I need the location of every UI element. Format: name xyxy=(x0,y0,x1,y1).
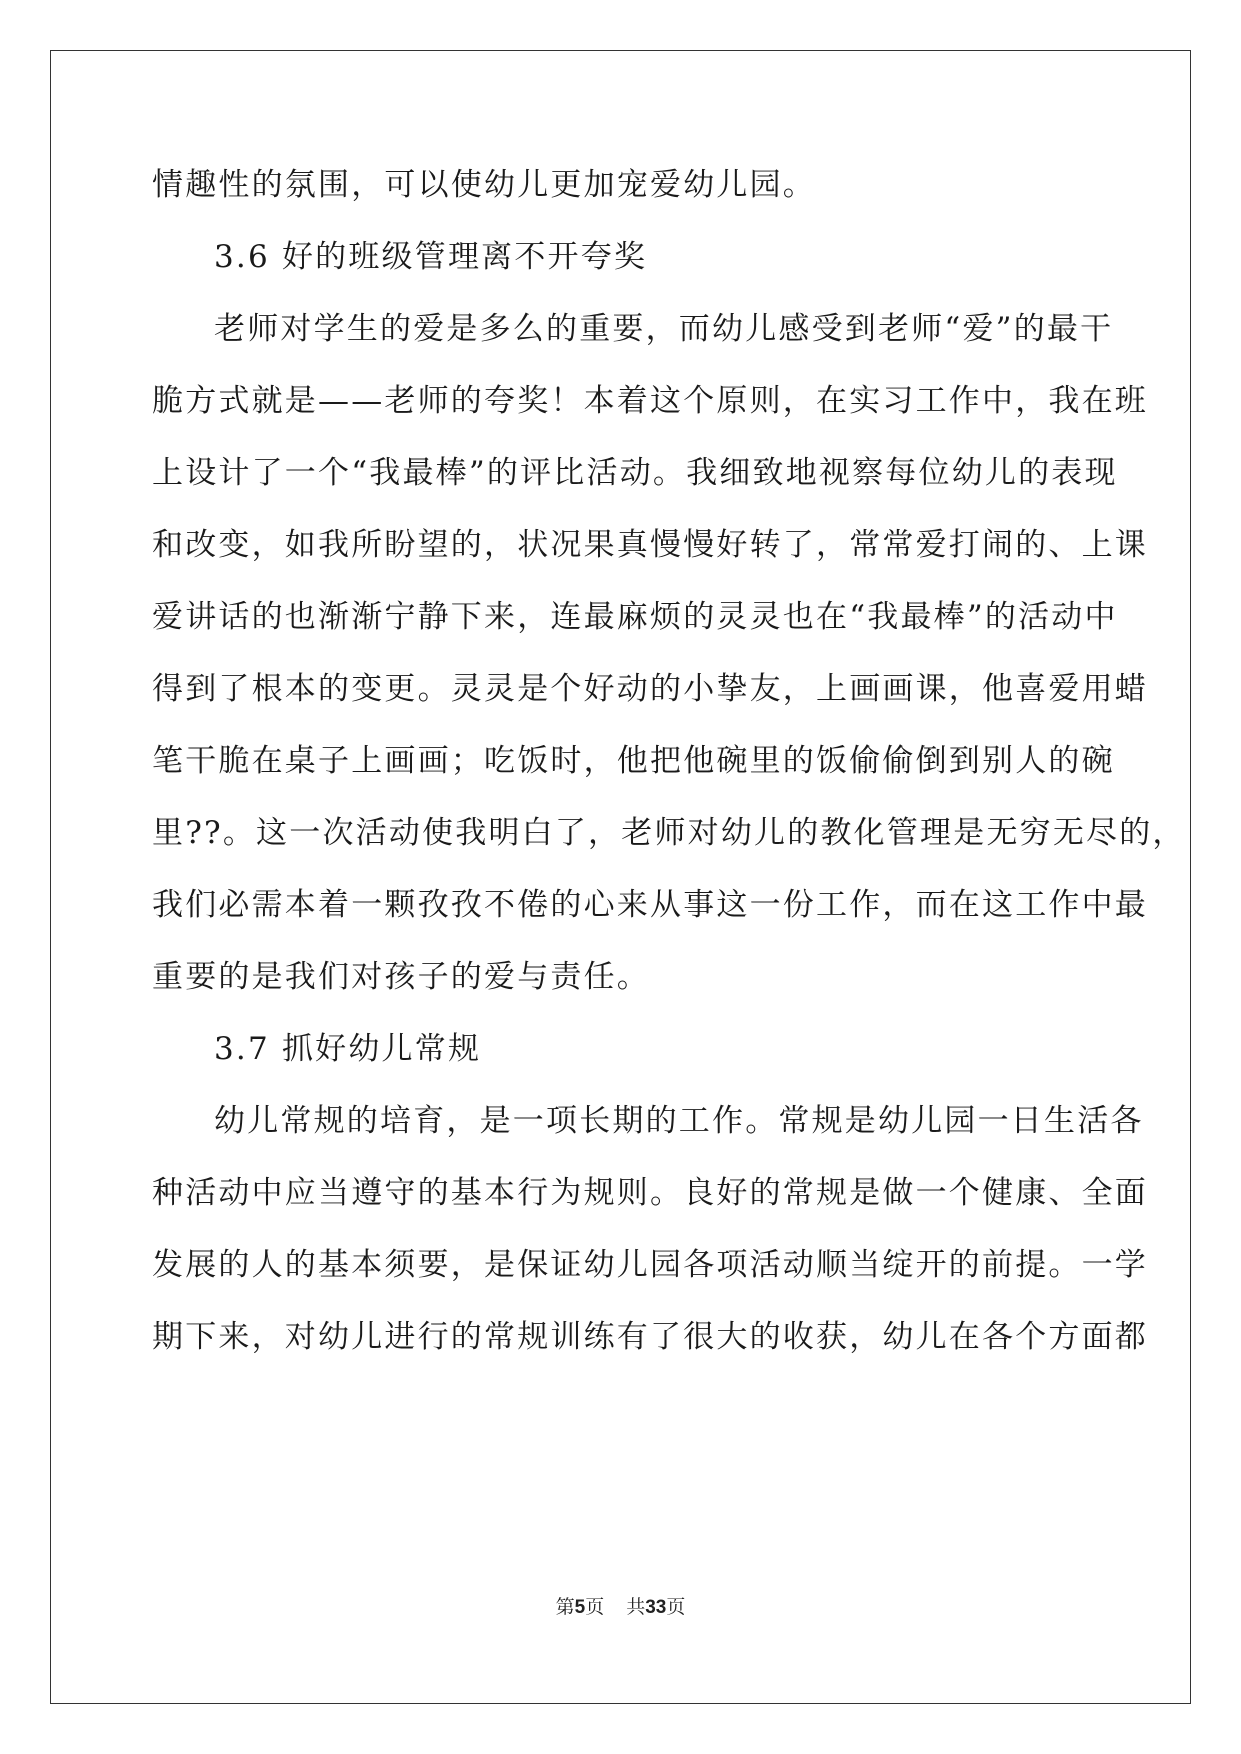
total-prefix: 共 xyxy=(626,1596,646,1618)
text-line: 上设计了一个“我最棒”的评比活动。我细致地视察每位幼儿的表现 xyxy=(152,455,1118,491)
page-footer xyxy=(0,1592,1241,1619)
text-line: 幼儿常规的培育，是一项长期的工作。常规是幼儿园一日生活各 xyxy=(214,1103,1144,1139)
text-line: 种活动中应当遵守的基本行为规则。良好的常规是做一个健康、全面 xyxy=(152,1175,1148,1211)
page-border xyxy=(50,50,1191,1704)
total-suffix: 页 xyxy=(666,1596,686,1618)
text-line: 笔干脆在桌子上画画；吃饭时，他把他碗里的饭偷偷倒到别人的碗 xyxy=(152,743,1115,779)
section-heading: 3.6 好的班级管理离不开夸奖 xyxy=(214,239,648,275)
total-pages: 33 xyxy=(645,1597,667,1618)
text-line: 期下来，对幼儿进行的常规训练有了很大的收获，幼儿在各个方面都 xyxy=(152,1319,1148,1355)
text-line: 我们必需本着一颗孜孜不倦的心来从事这一份工作，而在这工作中最 xyxy=(152,887,1148,923)
text-line: 发展的人的基本须要，是保证幼儿园各项活动顺当绽开的前提。一学 xyxy=(152,1247,1148,1283)
text-line: 脆方式就是——老师的夸奖！本着这个原则，在实习工作中，我在班 xyxy=(152,383,1148,419)
page-prefix: 第 xyxy=(555,1596,575,1618)
text-line: 和改变，如我所盼望的，状况果真慢慢好转了，常常爱打闹的、上课 xyxy=(152,527,1148,563)
section-heading: 3.7 抓好幼儿常规 xyxy=(214,1031,482,1067)
text-line: 重要的是我们对孩子的爱与责任。 xyxy=(152,959,650,995)
text-line: 里??。这一次活动使我明白了，老师对幼儿的教化管理是无穷无尽的， xyxy=(152,815,1186,851)
text-line: 老师对学生的爱是多么的重要，而幼儿感受到老师“爱”的最干 xyxy=(214,311,1114,347)
page-number: 5 xyxy=(574,1597,586,1618)
text-line: 情趣性的氛围，可以使幼儿更加宠爱幼儿园。 xyxy=(152,167,816,203)
text-line: 得到了根本的变更。灵灵是个好动的小挚友，上画画课，他喜爱用蜡 xyxy=(152,671,1148,707)
text-line: 爱讲话的也渐渐宁静下来，连最麻烦的灵灵也在“我最棒”的活动中 xyxy=(152,599,1118,635)
page-suffix: 页 xyxy=(585,1596,605,1618)
